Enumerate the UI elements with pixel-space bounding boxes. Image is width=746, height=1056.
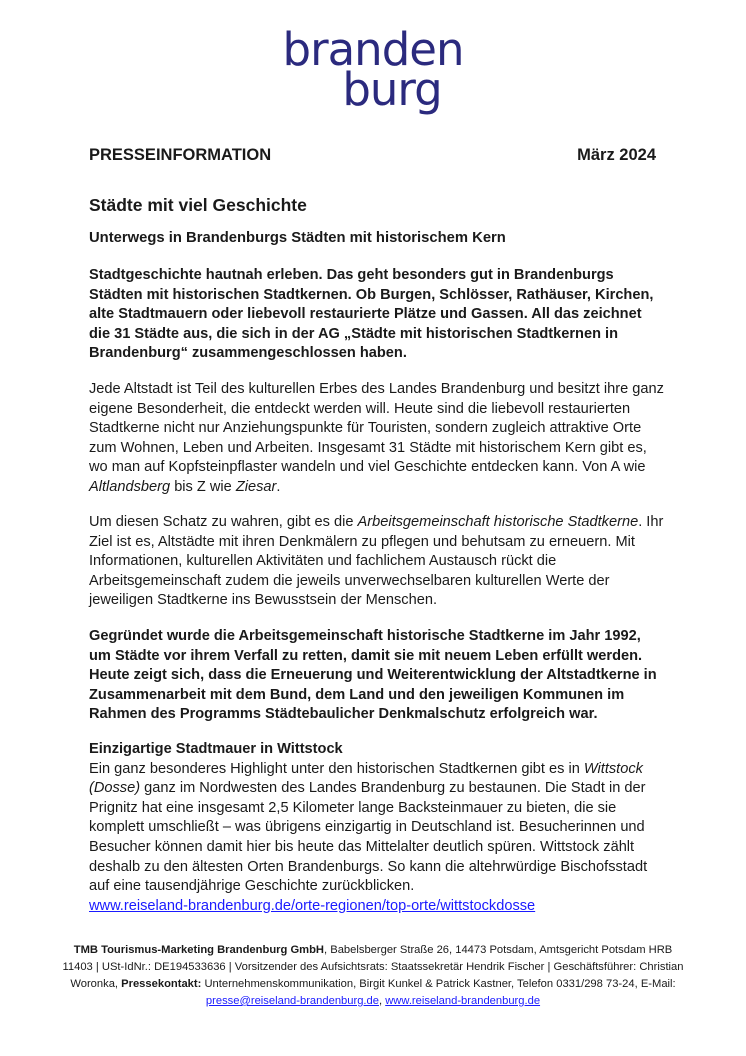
document-date: März 2024 <box>577 146 656 164</box>
paragraph-arbeitsgemeinschaft <box>89 513 664 611</box>
footer-press-label: Pressekontakt: <box>121 978 202 990</box>
footer-separator: , <box>378 995 386 1007</box>
footer <box>60 942 686 1010</box>
section-wittstock <box>89 740 664 916</box>
italic-town-wittstock: Wittstock (Dosse) <box>89 760 643 797</box>
paragraph-arbeitsgemeinschaft-text <box>89 513 664 611</box>
logo-line-2: burg <box>342 63 442 116</box>
footer-company: TMB Tourismus-Marketing Brandenburg GmbH <box>73 944 325 956</box>
text-span: . <box>276 478 281 495</box>
document-type-label: PRESSEINFORMATION <box>89 146 272 164</box>
footer-text: , Babelsberger Straße 26, 14473 Potsdam, Amtsgericht Potsdam HRB 11403 | USt-IdNr.: DE194533636 | Vorsitzender des Aufsichtsrats: Staatssekretär Hendrik Fischer | Geschäftsführer: Christian Woronka, <box>62 944 684 990</box>
logo-line-1: branden <box>282 23 464 76</box>
italic-town-ziesar: Ziesar <box>235 478 277 495</box>
footer-text: Unternehmenskommunikation, Birgit Kunkel & Patrick Kastner, Telefon 0331/298 73-24, E-Mail: <box>201 978 676 990</box>
section-heading: Einzigartige Stadtmauer in Wittstock <box>89 741 343 757</box>
section-body <box>89 760 664 897</box>
footer-website-link[interactable]: www.reiseland-brandenburg.de <box>385 995 541 1007</box>
intro-text: Stadtgeschichte hautnah erleben. Das geht besonders gut in Brandenburgs Städten mit historischen Stadtkernen. Ob Burgen, Schlösser, Rathäuser, Kirchen, alte Stadtmauern oder liebevoll restaurierte Plätze und Gassen. All das zeichnet die 31 Städte aus, die sich in der AG „Städte mit historischen Stadtkernen in Brandenburg“ zusammengeschlossen haben. <box>89 267 654 362</box>
text-span: Um diesen Schatz zu wahren, gibt es die <box>89 514 358 530</box>
paragraph-altstadt <box>89 380 664 498</box>
intro-paragraph <box>89 266 664 364</box>
text-span: ganz im Nordwesten des Landes Brandenburg zu bestaunen. Die Stadt in der Prignitz hat eine insgesamt 2,5 Kilometer lange Backsteinmauer zu bieten, die sie komplett umschließt – was übrigens einzigartig in Deutschland ist. Besucherinnen und Besucher können damit hier bis heute das Mittelalter deutlich spüren. Wittstock zählt deshalb zu den ältesten Orten Brandenburgs. So kann die altehrwürdige Bischofsstadt auf eine tausendjährige Geschichte zurückblicken. <box>89 780 648 895</box>
brandenburg-logo <box>0 23 746 116</box>
paragraph-altstadt-text <box>89 380 664 498</box>
text-span: Jede Altstadt ist Teil des kulturellen Erbes des Landes Brandenburg und besitzt ihre ganz eigene Besonderheit, die entdeckt werden will. Heute sind die liebevoll restaurierten Stadtkerne nicht nur Anziehungspunkte für Touristen, sondern zugleich attraktive Orte zum Wohnen, Leben und Arbeiten. Insgesamt 31 Städte mit historischem Kern gibt es, wo man auf Kopfsteinpflaster wandeln und viel Geschichte entdecken kann. Von A wie <box>89 381 664 476</box>
text-span: Ein ganz besonderes Highlight unter den historischen Stadtkernen gibt es in <box>89 760 584 777</box>
paragraph-founding-text: Gegründet wurde die Arbeitsgemeinschaft historische Stadtkerne im Jahr 1992, um Städte vor ihrem Verfall zu retten, damit sie mit neuem Leben erfüllt werden. Heute zeigt sich, dass die Erneuerung und Weiterentwicklung der Altstadtkerne in Zusammenarbeit mit dem Bund, dem Land und den jeweiligen Kommunen im Rahmen des Programms Städtebaulicher Denkmalschutz erfolgreich war. <box>89 628 657 723</box>
italic-town-altlandsberg: Altlandsberg <box>89 478 171 495</box>
text-span: . Ihr Ziel ist es, Altstädte mit ihren Denkmälern zu pflegen und behutsam zu erneuern. Mit Informationen, kulturellen Aktivitäten und fachlichem Austausch rückt die Arbeitsgemeinschaft zudem die jeweils unverwechselbaren kulturellen Werte der jeweiligen Stadtkerne ins Bewusstsein der Menschen. <box>89 514 664 609</box>
italic-organisation-name: Arbeitsgemeinschaft historische Stadtkerne <box>357 514 639 530</box>
text-span: bis Z wie <box>170 478 236 495</box>
wittstock-link[interactable]: www.reiseland-brandenburg.de/orte-regionen/top-orte/wittstockdosse <box>89 897 536 914</box>
page-subtitle: Unterwegs in Brandenburgs Städten mit historischem Kern <box>89 230 506 246</box>
page-title: Städte mit viel Geschichte <box>89 195 307 215</box>
document-header <box>89 146 656 165</box>
footer-email-link[interactable]: presse@reiseland-brandenburg.de <box>205 995 379 1007</box>
paragraph-founding <box>89 627 664 725</box>
